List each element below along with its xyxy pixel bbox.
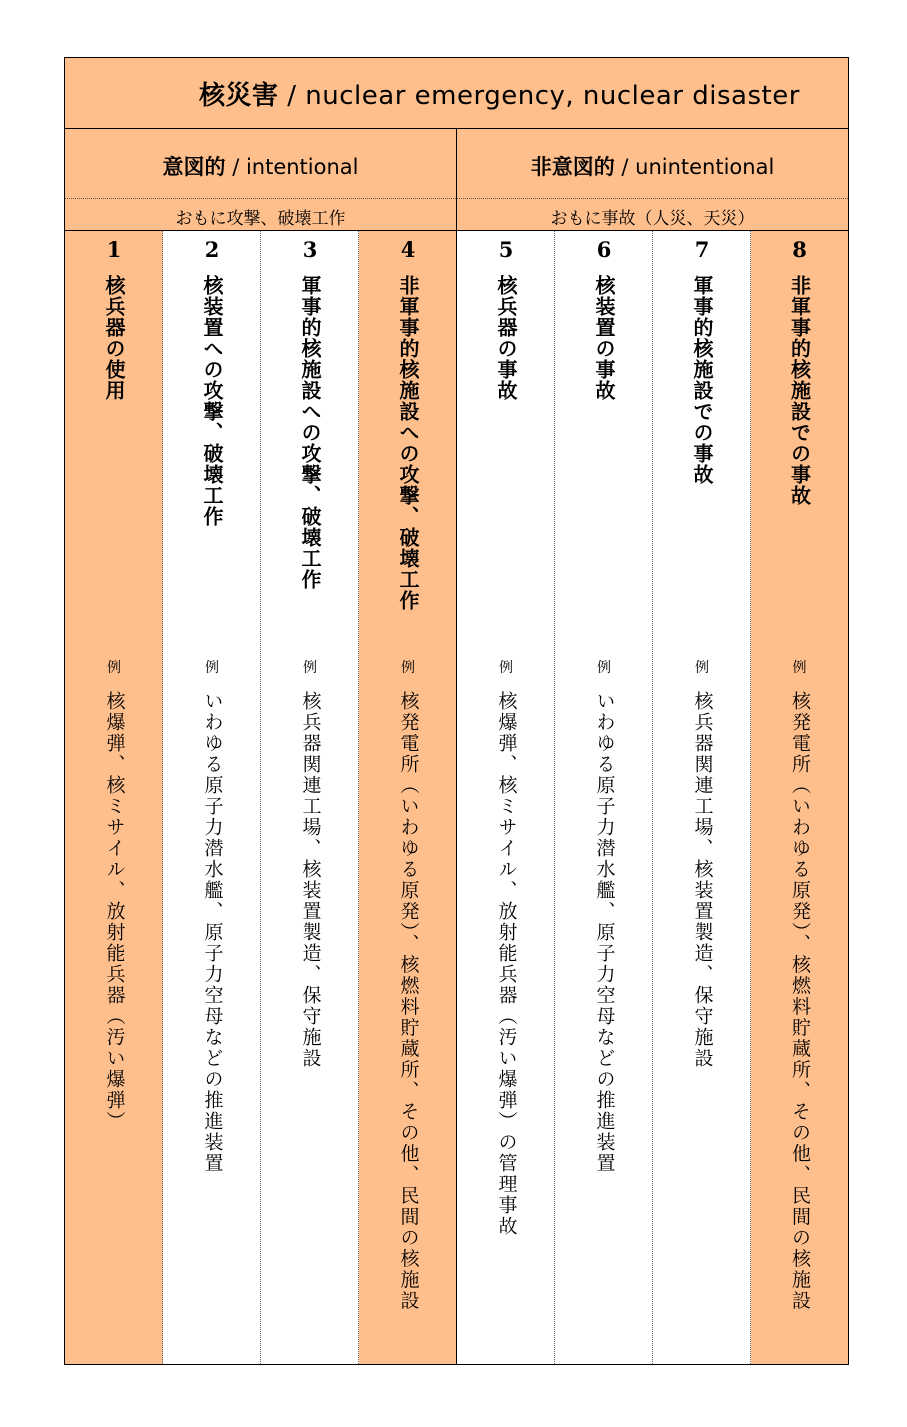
category-number: 5 (498, 237, 514, 262)
example-label: 例 (205, 660, 219, 676)
nuclear-disaster-table (64, 57, 849, 1365)
category-number: 3 (302, 237, 318, 262)
category-examples: 核兵器関連工場、核装置製造、保守施設 (299, 691, 322, 1069)
category-column-7 (653, 231, 751, 1364)
category-examples: 核兵器関連工場、核装置製造、保守施設 (691, 691, 714, 1069)
column-divider (750, 231, 751, 1364)
category-column-4 (359, 231, 457, 1364)
category-column-3 (261, 231, 359, 1364)
column-divider (358, 231, 359, 1364)
category-heading: 非軍事的核施設への攻撃、破壊工作 (396, 275, 420, 611)
example-label: 例 (499, 660, 513, 676)
category-examples: 核爆弾、核ミサイル、放射能兵器（汚い爆弾）の管理事故 (495, 691, 518, 1237)
category-column-6 (555, 231, 653, 1364)
group-intentional-subtitle: おもに攻撃、破壊工作 (175, 209, 346, 229)
group-unintentional-subtitle: おもに事故（人災、天災） (550, 209, 755, 229)
example-label: 例 (303, 660, 317, 676)
column-divider (260, 231, 261, 1364)
column-divider (652, 231, 653, 1364)
category-number: 1 (106, 237, 122, 262)
group-unintentional-divider (457, 198, 848, 199)
category-examples: 核発電所（いわゆる原発）、核燃料貯蔵所、その他、民間の核施設 (397, 691, 420, 1312)
category-column-8 (751, 231, 848, 1364)
category-heading: 非軍事的核施設での事故 (787, 275, 812, 506)
category-examples: いわゆる原子力潜水艦、原子力空母などの推進装置 (201, 691, 224, 1174)
table-title-row (65, 58, 848, 129)
group-divider-line (456, 231, 457, 1364)
group-unintentional-title-en: / unintentional (614, 155, 775, 179)
category-number: 2 (204, 237, 220, 262)
group-intentional (65, 129, 457, 231)
group-unintentional (457, 129, 848, 231)
example-label: 例 (401, 660, 415, 676)
table-title-en: / nuclear emergency, nuclear disaster (278, 80, 800, 111)
category-number: 4 (400, 237, 416, 262)
group-unintentional-title (457, 151, 848, 181)
category-number: 6 (596, 237, 612, 262)
category-column-1 (65, 231, 163, 1364)
category-heading: 核装置への攻撃、破壊工作 (200, 275, 224, 527)
group-intentional-title-en: / intentional (225, 155, 359, 179)
category-examples: 核爆弾、核ミサイル、放射能兵器（汚い爆弾） (103, 691, 126, 1132)
category-heading: 核装置の事故 (592, 275, 616, 401)
category-number: 7 (694, 237, 710, 262)
category-column-5 (457, 231, 555, 1364)
category-heading: 核兵器の事故 (494, 275, 518, 401)
group-intentional-title (65, 151, 456, 181)
example-label: 例 (107, 660, 121, 676)
column-divider (162, 231, 163, 1364)
group-intentional-title-jp: 意図的 (162, 155, 226, 179)
category-heading: 軍事的核施設への攻撃、破壊工作 (298, 275, 322, 590)
example-label: 例 (597, 660, 611, 676)
category-number: 8 (792, 237, 807, 262)
category-examples: 核発電所（いわゆる原発）、核燃料貯蔵所、その他、民間の核施設 (789, 691, 811, 1312)
category-column-2 (163, 231, 261, 1364)
category-heading: 軍事的核施設での事故 (690, 275, 714, 485)
column-divider (554, 231, 555, 1364)
group-intentional-divider (65, 198, 456, 199)
example-label: 例 (792, 660, 807, 676)
table-title-jp: 核災害 (199, 80, 279, 111)
group-unintentional-title-jp: 非意図的 (530, 155, 615, 179)
category-examples: いわゆる原子力潜水艦、原子力空母などの推進装置 (593, 691, 616, 1174)
table-title (199, 75, 800, 112)
category-heading: 核兵器の使用 (102, 275, 126, 401)
example-label: 例 (695, 660, 709, 676)
